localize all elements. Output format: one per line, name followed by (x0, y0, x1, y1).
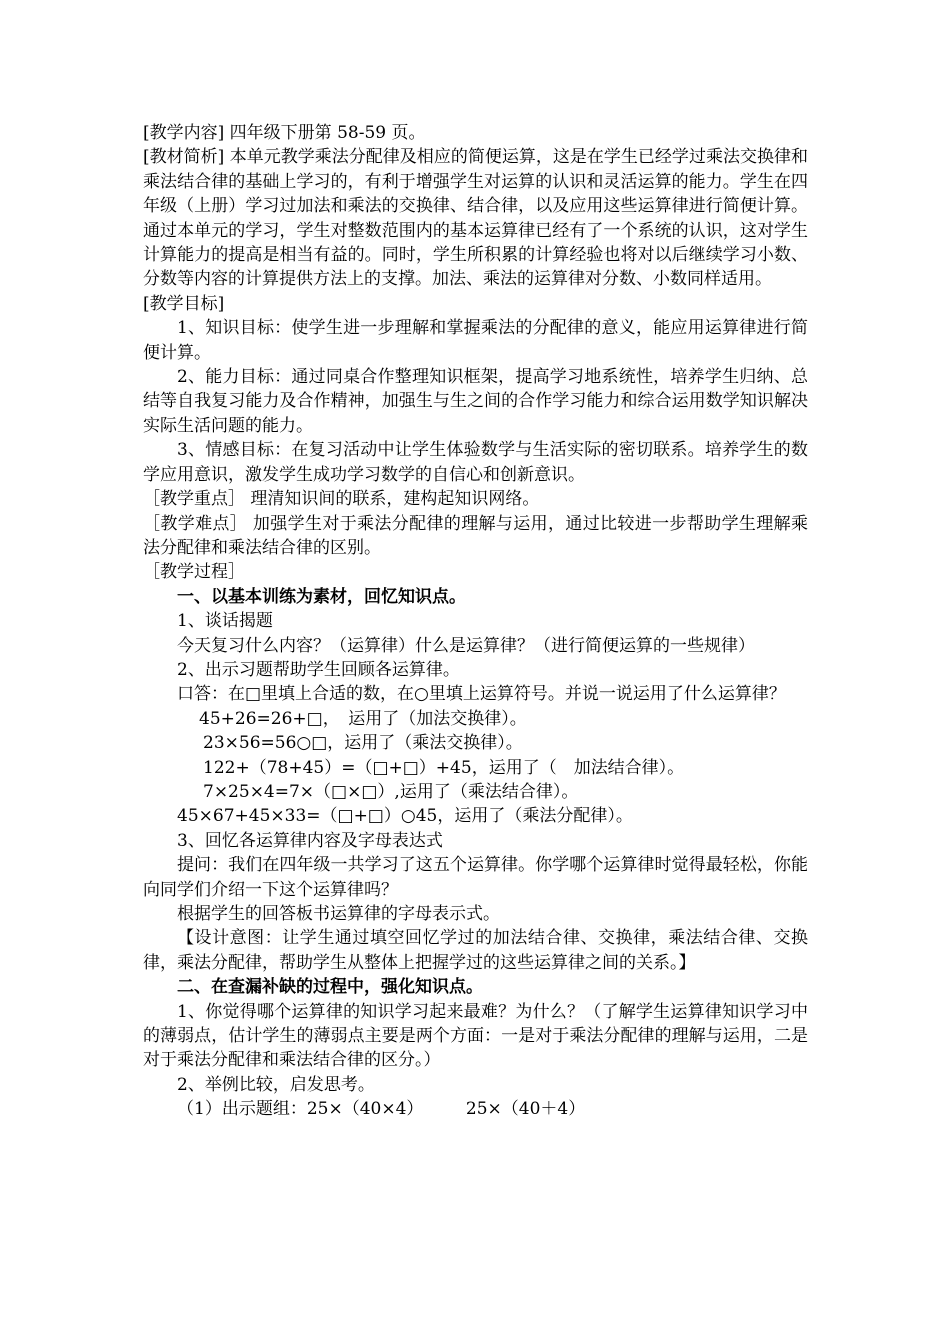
teaching-difficulty: ［教学难点］ 加强学生对于乘法分配律的理解与运用，通过比较进一步帮助学生理解乘法分配律和乘法结合律的区别。 (143, 513, 808, 558)
step-recall-laws: 3、回忆各运算律内容及字母表达式 (177, 830, 443, 851)
section-one-heading: 一、以基本训练为素材，回忆知识点。 (177, 586, 466, 607)
teaching-content-line: [教学内容] 四年级下册第 58-59 页。 (143, 123, 426, 143)
board-writing-note: 根据学生的回答板书运算律的字母表示式。 (177, 904, 500, 924)
exercise-line: 45+26=26+□， 运用了（加法交换律）。 (199, 708, 527, 729)
teaching-key-point: ［教学重点］ 理清知识间的联系，建构起知识网络。 (143, 489, 540, 510)
step-compare-examples: 2、举例比较，启发思考。 (177, 1074, 375, 1095)
step-show-exercises: 2、出示习题帮助学生回顾各运算律。 (177, 659, 460, 680)
goal-ability: 2、能力目标：通过同桌合作整理知识框架，提高学习地系统性，培养学生归纳、总结等自我复习能力及合作精神，加强生与生之间的合作学习能力和综合运用数学知识解决实际生活问题的能力。 (143, 367, 808, 436)
document-body (143, 121, 808, 1122)
hardest-law-question: 1、你觉得哪个运算律的知识学习起来最难？为什么？（了解学生运算律知识学习中的薄弱点，估计学生的薄弱点主要是两个方面：一是对于乘法分配律的理解与运用，二是对于乘法分配律和乘法结合律的区分。） (143, 1001, 808, 1071)
exercise-line: 7×25×4=7×（□×□）,运用了（乘法结合律）。 (203, 781, 579, 802)
material-analysis-paragraph: [教材简析] 本单元教学乘法分配律及相应的简便运算，这是在学生已经学过乘法交换律和乘法结合律的基础上学习的，有利于增强学生对运算的认识和灵活运算的能力。学生在四年级（上册）学习过加法和乘法的交换律、结合律，以及应用这些运算律进行简便计算。通过本单元的学习，学生对整数范围内的基本运算律已经有了一个系统的认识，这对学生计算能力的提高是相当有益的。同时，学生所积累的计算经验也将对以后继续学习小数、分数等内容的计算提供方法上的支撑。加法、乘法的运算律对分数、小数同样适用。 (143, 147, 808, 290)
goal-emotion: 3、情感目标：在复习活动中让学生体验数学与生活实际的密切联系。培养学生的数学应用意识，激发学生成功学习数学的自信心和创新意识。 (143, 440, 808, 485)
exercise-line: 122+（78+45）=（□+□）+45，运用了（ 加法结合律）。 (203, 757, 685, 778)
design-intent: 【设计意图：让学生通过填空回忆学过的加法结合律、交换律，乘法结合律、交换律，乘法分配律，帮助学生从整体上把握学过的这些运算律之间的关系。】 (143, 928, 808, 973)
teaching-goals-heading: [教学目标] (143, 293, 225, 314)
talk-question: 今天复习什么内容？（运算律）什么是运算律？（进行简便运算的一些规律） (177, 635, 755, 656)
goal-knowledge: 1、知识目标：使学生进一步理解和掌握乘法的分配律的意义，能应用运算律进行简便计算。 (143, 318, 808, 363)
teaching-process-heading: ［教学过程］ (143, 562, 245, 583)
problem-group: （1）出示题组：25×（40×4） 25×（40＋4） (177, 1099, 586, 1120)
exercise-line: 45×67+45×33=（□+□）○45，运用了（乘法分配律）。 (177, 806, 633, 827)
section-two-heading: 二、在查漏补缺的过程中，强化知识点。 (177, 977, 483, 998)
exercise-line: 23×56=56○□，运用了（乘法交换律）。 (203, 733, 523, 754)
oral-answer-instruction: 口答：在□里填上合适的数，在○里填上运算符号。并说一说运用了什么运算律？ (177, 684, 786, 705)
question-prompt: 提问：我们在四年级一共学习了这五个运算律。你学哪个运算律时觉得最轻松，你能向同学们介绍一下这个运算律吗？ (143, 855, 808, 900)
step-talk-topic: 1、谈话揭题 (177, 611, 273, 632)
